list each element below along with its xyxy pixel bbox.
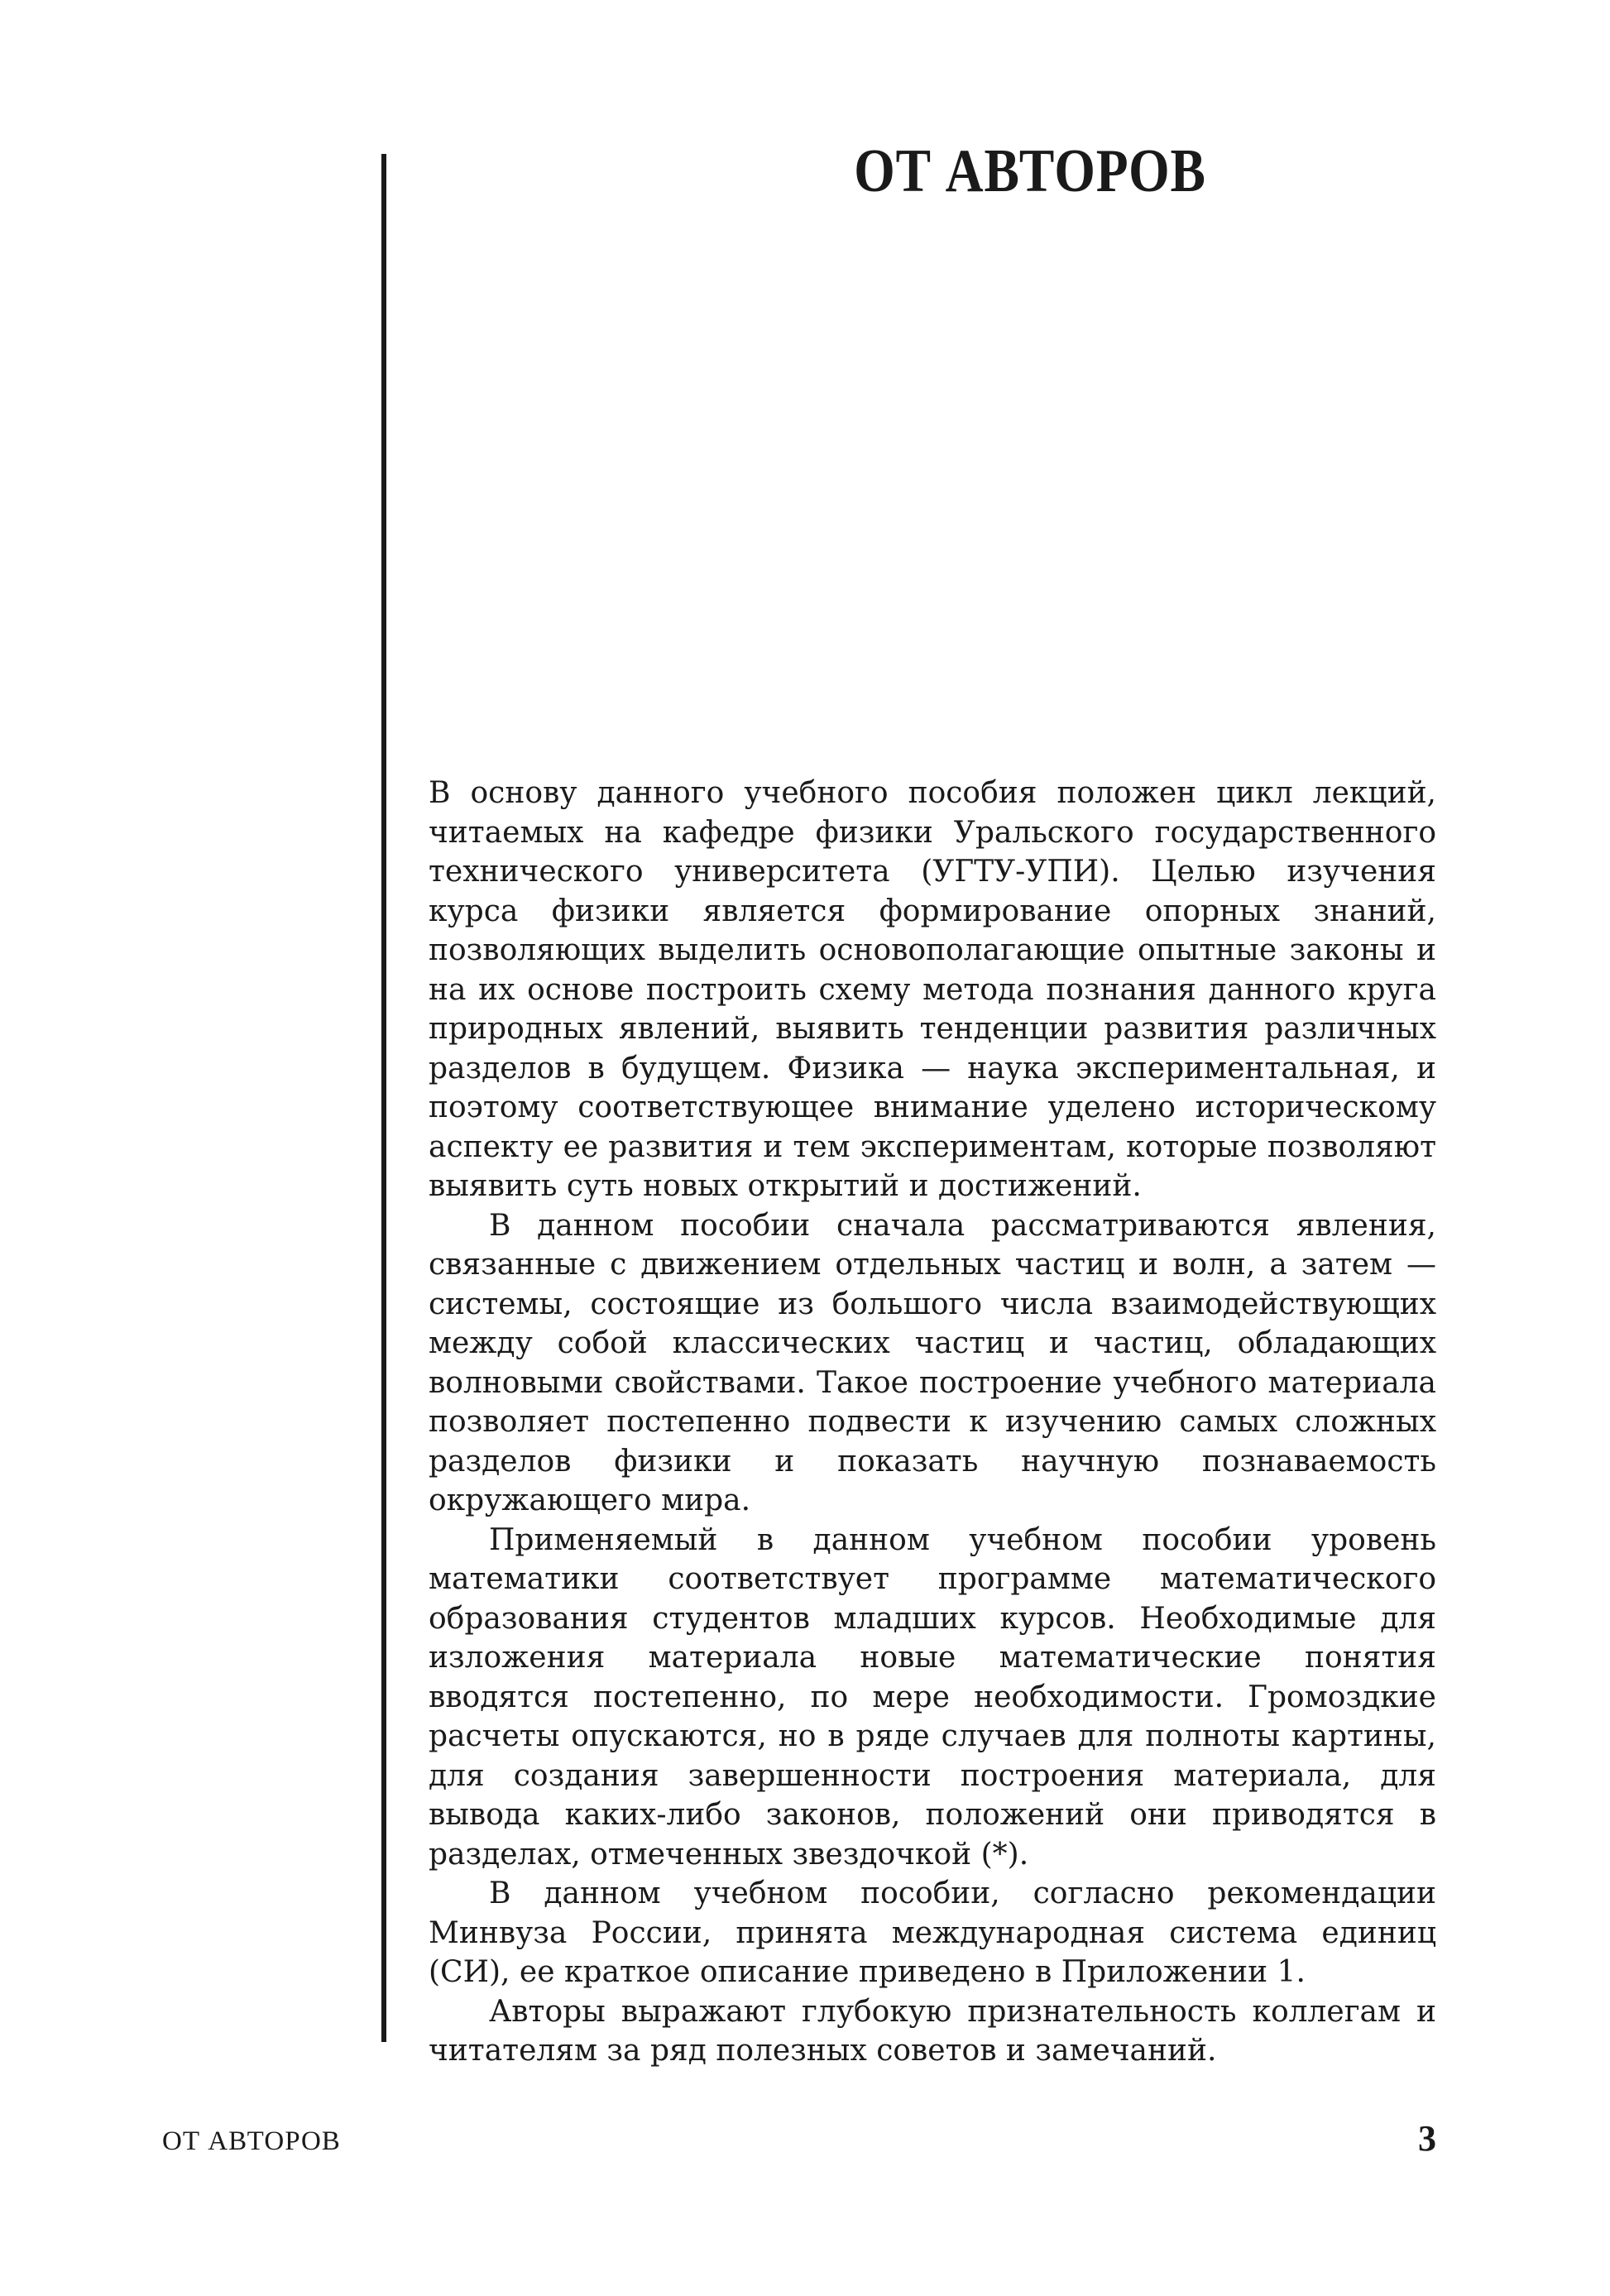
body-text bbox=[429, 774, 1436, 2071]
paragraph: В основу данного учебного пособия положен цикл лекций, читаемых на кафедре физики Уральского государственного технического университета (УГТУ-УПИ). Целью изучения курса физики является формирование опорных знаний, позволяющих выделить основополагающие опытные законы и на их основе построить схему метода познания данного круга природных явлений, выявить тенденции развития различных разделов в будущем. Физика — наука экспериментальная, и поэтому соответствующее внимание уделено историческому аспекту ее развития и тем экспериментам, которые позволяют выявить суть новых открытий и достижений. bbox=[429, 776, 1436, 1203]
running-footer: ОТ АВТОРОВ bbox=[162, 2126, 341, 2156]
paragraph: Авторы выражают глубокую признательность коллегам и читателям за ряд полезных советов и замечаний. bbox=[429, 1994, 1436, 2068]
page-title: ОТ АВТОРОВ bbox=[854, 137, 1206, 205]
vertical-rule bbox=[381, 154, 386, 2042]
page-number: 3 bbox=[1418, 2118, 1436, 2159]
paragraph: В данном пособии сначала рассматриваются явления, связанные с движением отдельных частиц и волн, а затем — системы, состоящие из большого числа взаимодействующих между собой классических частиц и частиц, обладающих волновыми свойствами. Такое построение учебного материала позволяет постепенно подвести к изучению самых сложных разделов физики и показать научную познаваемость окружающего мира. bbox=[429, 1208, 1436, 1517]
paragraph: Применяемый в данном учебном пособии уровень математики соответствует программе математического образования студентов младших курсов. Необходимые для изложения материала новые математические понятия вводятся постепенно, по мере необходимости. Громоздкие расчеты опускаются, но в ряде случаев для полноты картины, для создания завершенности построения материала, для вывода каких-либо законов, положений они приводятся в разделах, отмеченных звездочкой (*). bbox=[429, 1522, 1436, 1872]
paragraph: В данном учебном пособии, согласно рекомендации Минвуза России, принята международная система единиц (СИ), ее краткое описание приведено в Приложении 1. bbox=[429, 1877, 1436, 1989]
